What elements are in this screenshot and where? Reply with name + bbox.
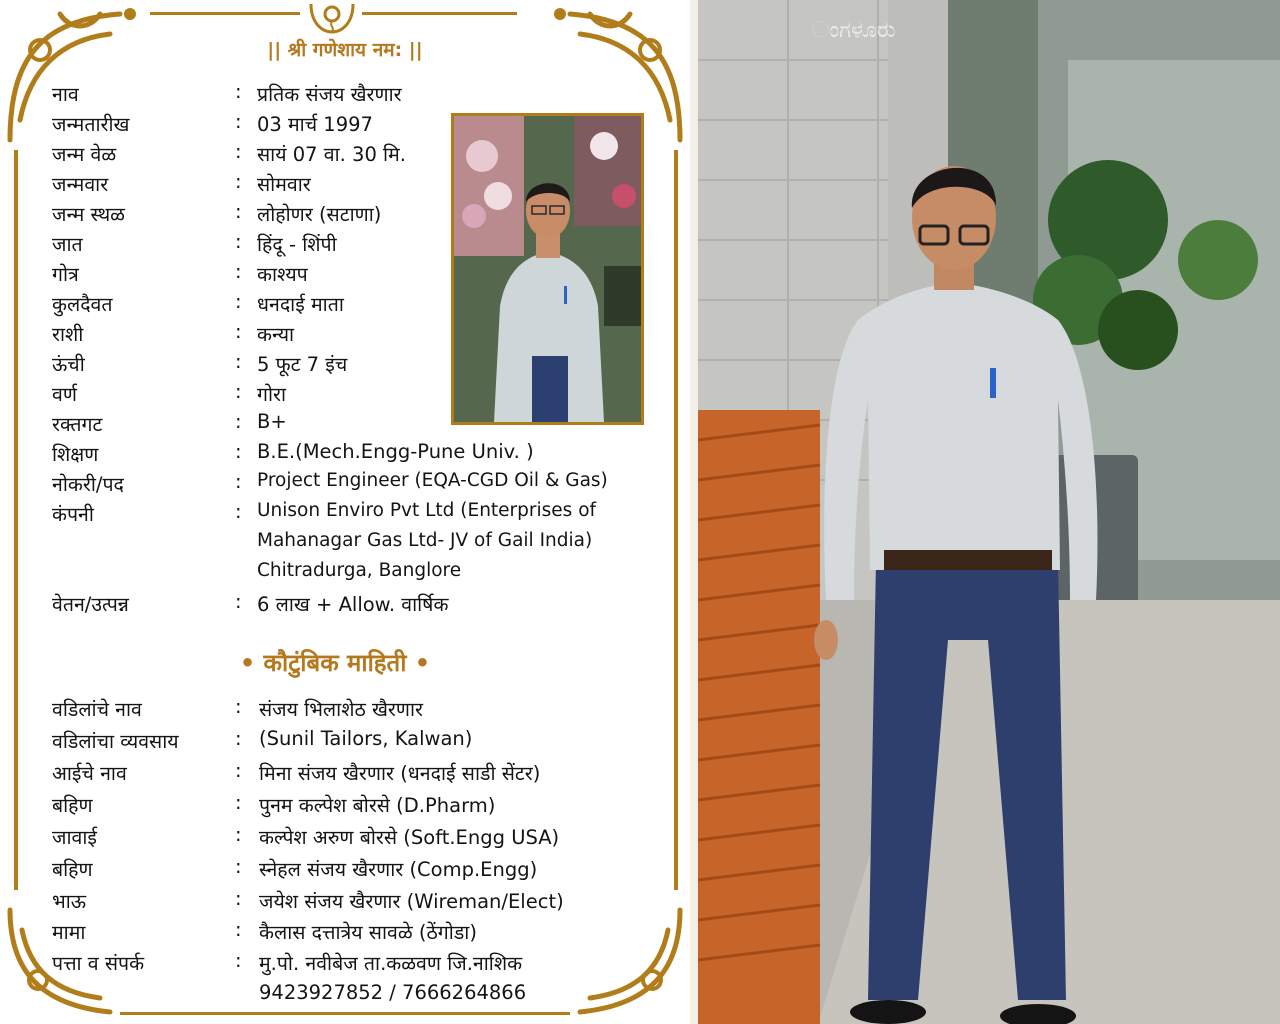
detail-label: कंपनी <box>52 503 94 526</box>
profile-photo-large <box>698 0 1280 1024</box>
blessing-heading: || श्री गणेशाय नम: || <box>267 39 423 61</box>
detail-label: वडिलांचा व्यवसाय <box>52 730 179 753</box>
detail-value: कैलास दत्तात्रेय सावळे (ठेंगोडा) <box>259 921 477 944</box>
detail-value: B.E.(Mech.Engg-Pune Univ. ) <box>257 440 534 463</box>
corner-ornament-bottom-right-icon <box>560 900 690 1024</box>
colon: : <box>235 350 242 373</box>
family-section-heading: • कौटुंबिक माहिती • <box>239 649 431 677</box>
detail-value: B+ <box>257 410 287 433</box>
colon: : <box>235 590 242 613</box>
colon: : <box>235 140 242 163</box>
detail-value: स्नेहल संजय खैरणार (Comp.Engg) <box>259 858 538 881</box>
detail-value: हिंदू - शिंपी <box>257 233 337 256</box>
detail-label: नोकरी/पद <box>52 473 124 496</box>
colon: : <box>235 727 242 750</box>
left-border-line <box>14 150 18 890</box>
detail-value: कल्पेश अरुण बोरसे (Soft.Engg USA) <box>259 826 560 849</box>
profile-photo-small <box>451 113 644 425</box>
detail-value: कन्या <box>257 323 295 346</box>
colon: : <box>235 110 242 133</box>
detail-value: गोरा <box>257 383 287 406</box>
detail-label: रक्तगट <box>52 413 103 436</box>
detail-label: जावाई <box>52 826 97 849</box>
detail-label: वडिलांचे नाव <box>52 698 142 721</box>
detail-value: लोहोणर (सटाणा) <box>257 203 382 226</box>
detail-value: सायं 07 वा. 30 मि. <box>257 143 406 166</box>
detail-label: वेतन/उत्पन्न <box>52 593 129 616</box>
person-portrait-icon <box>454 116 641 422</box>
detail-label: जन्म स्थळ <box>52 203 126 226</box>
detail-label: गोत्र <box>52 263 79 286</box>
detail-label: शिक्षण <box>52 443 99 466</box>
detail-label: बहिण <box>52 858 93 881</box>
colon: : <box>235 200 242 223</box>
top-border-line-right <box>362 12 517 15</box>
colon: : <box>235 470 242 493</box>
colon: : <box>235 230 242 253</box>
detail-value: जयेश संजय खैरणार (Wireman/Elect) <box>259 890 564 913</box>
detail-value: संजय भिलाशेठ खैरणार <box>259 698 424 721</box>
colon: : <box>235 791 242 814</box>
detail-value: Unison Enviro Pvt Ltd (Enterprises of <box>257 500 597 521</box>
right-border-line <box>674 150 678 890</box>
detail-label: जन्म वेळ <box>52 143 117 166</box>
colon: : <box>235 380 242 403</box>
detail-value: धनदाई माता <box>257 293 344 316</box>
colon: : <box>235 290 242 313</box>
colon: : <box>235 170 242 193</box>
detail-label: जन्मवार <box>52 173 109 196</box>
detail-value: 03 मार्च 1997 <box>257 113 373 136</box>
colon: : <box>235 918 242 941</box>
detail-value: 5 फूट 7 इंच <box>257 353 348 376</box>
detail-label: वर्ण <box>52 383 77 406</box>
colon: : <box>235 855 242 878</box>
detail-label: राशी <box>52 323 84 346</box>
colon: : <box>235 410 242 433</box>
detail-value: मु.पो. नवीबेज ता.कळवण जि.नाशिक <box>259 952 523 975</box>
detail-label: ऊंची <box>52 353 85 376</box>
detail-value: सोमवार <box>257 173 311 196</box>
colon: : <box>235 260 242 283</box>
building-sign-text: ಂಗಳೂರು <box>812 18 896 43</box>
detail-value: पुनम कल्पेश बोरसे (D.Pharm) <box>259 794 496 817</box>
detail-label: आईचे नाव <box>52 762 127 785</box>
colon: : <box>235 80 242 103</box>
bottom-border-line <box>120 1012 570 1015</box>
detail-label: जन्मतारीख <box>52 113 130 136</box>
colon: : <box>235 695 242 718</box>
detail-value: प्रतिक संजय खैरणार <box>257 83 402 106</box>
detail-value: Project Engineer (EQA-CGD Oil & Gas) <box>257 470 608 491</box>
colon: : <box>235 500 242 523</box>
detail-label: जात <box>52 233 83 256</box>
colon: : <box>235 320 242 343</box>
detail-label: बहिण <box>52 794 93 817</box>
detail-value: (Sunil Tailors, Kalwan) <box>259 727 473 750</box>
detail-label: कुलदैवत <box>52 293 113 316</box>
colon: : <box>235 759 242 782</box>
company-line-2: Mahanagar Gas Ltd- JV of Gail India) <box>257 530 593 551</box>
detail-value: काश्यप <box>257 263 308 286</box>
colon: : <box>235 949 242 972</box>
detail-value: 6 लाख + Allow. वार्षिक <box>257 593 449 616</box>
detail-label: पत्ता व संपर्क <box>52 952 145 975</box>
colon: : <box>235 440 242 463</box>
detail-label: भाऊ <box>52 890 87 913</box>
detail-label: मामा <box>52 921 86 944</box>
standing-person-photo-icon <box>698 0 1280 1024</box>
divider-strip <box>690 0 698 1024</box>
detail-value: मिना संजय खैरणार (धनदाई साडी सेंटर) <box>259 762 541 785</box>
colon: : <box>235 823 242 846</box>
contact-phone: 9423927852 / 7666264866 <box>259 981 527 1004</box>
company-line-3: Chitradurga, Banglore <box>257 560 462 581</box>
colon: : <box>235 887 242 910</box>
ganesha-emblem-icon <box>305 0 359 34</box>
top-border-line-left <box>150 12 300 15</box>
detail-label: नाव <box>52 83 79 106</box>
